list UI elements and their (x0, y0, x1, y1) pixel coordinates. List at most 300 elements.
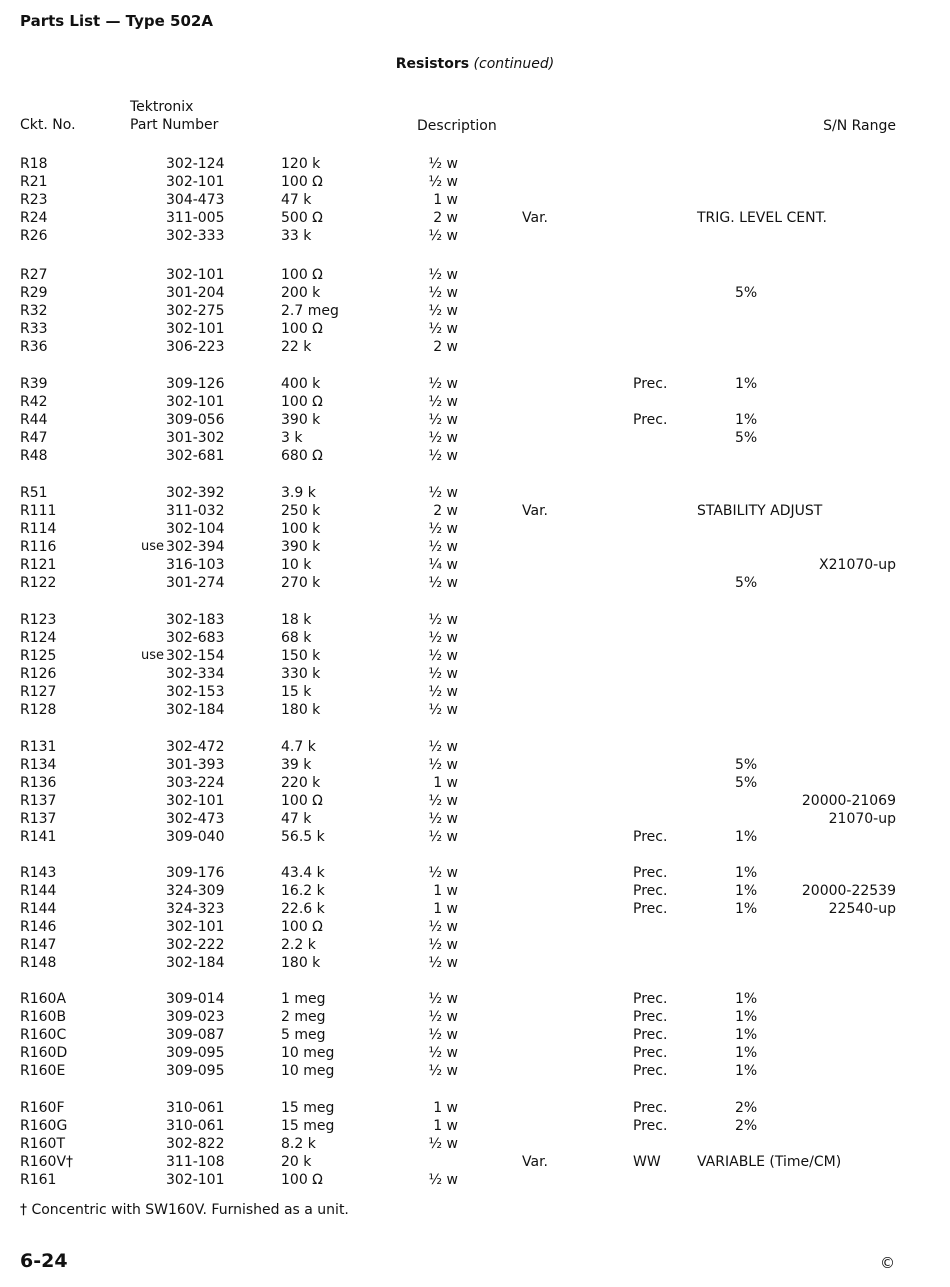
part-number: 301-204 (166, 285, 225, 301)
wattage: ¼ w (428, 557, 458, 573)
part-number: 324-309 (166, 883, 225, 899)
wattage: ½ w (428, 666, 458, 682)
precision-note: Prec. (633, 865, 668, 881)
table-row (0, 228, 950, 246)
ckt-number: R146 (20, 919, 57, 935)
table-row (0, 775, 950, 793)
wattage: ½ w (428, 394, 458, 410)
part-number: 309-087 (166, 1027, 225, 1043)
resistance-value: 100 Ω (281, 793, 323, 809)
resistance-value: 3 k (281, 430, 303, 446)
part-number: 302-392 (166, 485, 225, 501)
use-note: use (140, 539, 164, 554)
resistance-value: 47 k (281, 192, 312, 208)
serial-range: 22540-up (828, 901, 896, 917)
table-row (0, 448, 950, 466)
variable-note: Var. (522, 503, 548, 519)
ckt-number: R125 (20, 648, 57, 664)
wattage: ½ w (428, 485, 458, 501)
ckt-number: R51 (20, 485, 48, 501)
part-number: 302-333 (166, 228, 225, 244)
table-row (0, 702, 950, 720)
ckt-number: R137 (20, 793, 57, 809)
table-row (0, 666, 950, 684)
resistance-value: 2.2 k (281, 937, 316, 953)
variable-note: Var. (522, 210, 548, 226)
resistance-value: 150 k (281, 648, 321, 664)
table-row (0, 430, 950, 448)
ckt-number: R126 (20, 666, 57, 682)
table-row (0, 829, 950, 847)
part-number: 302-104 (166, 521, 225, 537)
wattage: ½ w (428, 684, 458, 700)
table-row (0, 267, 950, 285)
wattage: ½ w (428, 919, 458, 935)
resistance-value: 22 k (281, 339, 312, 355)
precision-note: Prec. (633, 1118, 668, 1134)
resistance-value: 220 k (281, 775, 321, 791)
page-header-title: Parts List — Type 502A (20, 12, 213, 30)
resistance-value: 2.7 meg (281, 303, 339, 319)
ckt-number: R131 (20, 739, 57, 755)
part-number: 324-323 (166, 901, 225, 917)
wattage: ½ w (428, 303, 458, 319)
wattage: ½ w (428, 630, 458, 646)
table-row (0, 1009, 950, 1027)
ckt-number: R29 (20, 285, 48, 301)
ckt-number: R148 (20, 955, 57, 971)
resistance-value: 8.2 k (281, 1136, 316, 1152)
ckt-number: R160C (20, 1027, 67, 1043)
ckt-number: R123 (20, 612, 57, 628)
wattage: 1 w (433, 901, 458, 917)
resistance-value: 1 meg (281, 991, 326, 1007)
serial-range: 20000-22539 (801, 883, 896, 899)
wattage: ½ w (428, 521, 458, 537)
wattage: 1 w (433, 192, 458, 208)
serial-range: 20000-21069 (801, 793, 896, 809)
part-number: 309-126 (166, 376, 225, 392)
resistance-value: 180 k (281, 955, 321, 971)
table-row (0, 684, 950, 702)
section-subtitle: (continued) (473, 56, 555, 72)
wattage: 1 w (433, 1100, 458, 1116)
part-number: 302-222 (166, 937, 225, 953)
wattage: ½ w (428, 955, 458, 971)
part-number: 306-223 (166, 339, 225, 355)
resistance-value: 2 meg (281, 1009, 326, 1025)
resistance-value: 100 k (281, 521, 321, 537)
tolerance: 1% (735, 829, 758, 845)
part-number: 302-101 (166, 919, 225, 935)
tolerance: 1% (735, 412, 758, 428)
wattage: ½ w (428, 376, 458, 392)
resistance-value: 47 k (281, 811, 312, 827)
part-number: 302-334 (166, 666, 225, 682)
part-number: 310-061 (166, 1118, 225, 1134)
resistance-value: 5 meg (281, 1027, 326, 1043)
part-number: 309-056 (166, 412, 225, 428)
tolerance: 1% (735, 376, 758, 392)
resistance-value: 56.5 k (281, 829, 325, 845)
table-row (0, 557, 950, 575)
precision-note: Prec. (633, 412, 668, 428)
precision-note: Prec. (633, 1063, 668, 1079)
part-number: 302-683 (166, 630, 225, 646)
table-row (0, 285, 950, 303)
col-header-part-top: Tektronix (130, 99, 194, 115)
resistance-value: 100 Ω (281, 1172, 323, 1188)
section-title: Resistors (395, 56, 470, 72)
resistance-value: 100 Ω (281, 321, 323, 337)
part-number: 309-014 (166, 991, 225, 1007)
table-row (0, 210, 950, 228)
serial-range: X21070-up (819, 557, 896, 573)
wattage: ½ w (428, 285, 458, 301)
ckt-number: R36 (20, 339, 48, 355)
wattage: ½ w (428, 937, 458, 953)
part-number: 309-095 (166, 1045, 225, 1061)
ckt-number: R160B (20, 1009, 67, 1025)
ckt-number: R111 (20, 503, 57, 519)
part-number: 311-005 (166, 210, 225, 226)
resistance-value: 18 k (281, 612, 312, 628)
wattage: ½ w (428, 321, 458, 337)
precision-note: Prec. (633, 991, 668, 1007)
part-number: 316-103 (166, 557, 225, 573)
col-header-description: Description (417, 118, 497, 134)
resistance-value: 68 k (281, 630, 312, 646)
table-row (0, 1118, 950, 1136)
resistance-value: 15 meg (281, 1118, 335, 1134)
part-number: 302-184 (166, 955, 225, 971)
table-row (0, 174, 950, 192)
wattage: ½ w (428, 811, 458, 827)
table-row (0, 303, 950, 321)
wattage: ½ w (428, 757, 458, 773)
ckt-number: R44 (20, 412, 48, 428)
table-row (0, 955, 950, 973)
resistance-value: 10 k (281, 557, 312, 573)
tolerance: 1% (735, 1045, 758, 1061)
ckt-number: R114 (20, 521, 57, 537)
resistance-value: 390 k (281, 412, 321, 428)
ckt-number: R39 (20, 376, 48, 392)
wattage: ½ w (428, 991, 458, 1007)
tolerance: 1% (735, 883, 758, 899)
resistance-value: 3.9 k (281, 485, 316, 501)
ckt-number: R134 (20, 757, 57, 773)
table-row (0, 757, 950, 775)
ckt-number: R160A (20, 991, 67, 1007)
table-row (0, 539, 950, 557)
table-row (0, 739, 950, 757)
ckt-number: R137 (20, 811, 57, 827)
part-number: 309-040 (166, 829, 225, 845)
table-row (0, 485, 950, 503)
table-row (0, 1172, 950, 1190)
resistance-value: 270 k (281, 575, 321, 591)
function-description: VARIABLE (Time/CM) (697, 1154, 842, 1170)
ckt-number: R27 (20, 267, 48, 283)
table-row (0, 919, 950, 937)
table-row (0, 630, 950, 648)
table-row (0, 321, 950, 339)
variable-note: Var. (522, 1154, 548, 1170)
ckt-number: R26 (20, 228, 48, 244)
precision-note: Prec. (633, 1100, 668, 1116)
resistance-value: 400 k (281, 376, 321, 392)
part-number: 301-393 (166, 757, 225, 773)
ckt-number: R143 (20, 865, 57, 881)
wattage: ½ w (428, 228, 458, 244)
ckt-number: R160D (20, 1045, 68, 1061)
wattage: ½ w (428, 267, 458, 283)
part-number: 303-224 (166, 775, 225, 791)
ckt-number: R128 (20, 702, 57, 718)
resistance-value: 10 meg (281, 1045, 335, 1061)
table-row (0, 376, 950, 394)
serial-range: 21070-up (828, 811, 896, 827)
ckt-number: R161 (20, 1172, 57, 1188)
resistance-value: 100 Ω (281, 267, 323, 283)
part-number: 302-822 (166, 1136, 225, 1152)
part-number: 302-154 (166, 648, 225, 664)
precision-note: Prec. (633, 1027, 668, 1043)
resistance-value: 250 k (281, 503, 321, 519)
precision-note: Prec. (633, 829, 668, 845)
wattage: ½ w (428, 448, 458, 464)
tolerance: 1% (735, 1027, 758, 1043)
tolerance: 5% (735, 575, 758, 591)
ckt-number: R23 (20, 192, 48, 208)
resistance-value: 200 k (281, 285, 321, 301)
section-heading (0, 56, 950, 72)
part-number: 302-153 (166, 684, 225, 700)
table-row (0, 612, 950, 630)
tolerance: 1% (735, 865, 758, 881)
ckt-number: R136 (20, 775, 57, 791)
part-number: 302-101 (166, 1172, 225, 1188)
tolerance: 5% (735, 757, 758, 773)
ckt-number: R33 (20, 321, 48, 337)
ckt-number: R47 (20, 430, 48, 446)
function-description: STABILITY ADJUST (697, 503, 823, 519)
tolerance: 2% (735, 1100, 758, 1116)
resistance-value: 120 k (281, 156, 321, 172)
ckt-number: R18 (20, 156, 48, 172)
part-number: 302-472 (166, 739, 225, 755)
ckt-number: R122 (20, 575, 57, 591)
ckt-number: R48 (20, 448, 48, 464)
resistance-value: 10 meg (281, 1063, 335, 1079)
wattage: ½ w (428, 865, 458, 881)
table-row (0, 1045, 950, 1063)
wattage: ½ w (428, 829, 458, 845)
footnote: † Concentric with SW160V. Furnished as a unit. (20, 1202, 349, 1218)
ckt-number: R127 (20, 684, 57, 700)
part-number: 304-473 (166, 192, 225, 208)
col-header-sn-range: S/N Range (823, 118, 896, 134)
resistance-value: 15 meg (281, 1100, 335, 1116)
wattage: 2 w (433, 210, 458, 226)
part-number: 309-095 (166, 1063, 225, 1079)
part-number: 302-101 (166, 793, 225, 809)
part-number: 301-274 (166, 575, 225, 591)
resistance-value: 680 Ω (281, 448, 323, 464)
table-row (0, 1154, 950, 1172)
resistance-value: 43.4 k (281, 865, 325, 881)
part-number: 302-275 (166, 303, 225, 319)
wattage: ½ w (428, 430, 458, 446)
ckt-number: R141 (20, 829, 57, 845)
part-number: 302-124 (166, 156, 225, 172)
wattage: ½ w (428, 1172, 458, 1188)
part-number: 301-302 (166, 430, 225, 446)
ckt-number: R160T (20, 1136, 66, 1152)
wattage: ½ w (428, 702, 458, 718)
ckt-number: R160E (20, 1063, 66, 1079)
tolerance: 5% (735, 285, 758, 301)
precision-note: WW (633, 1154, 661, 1170)
table-row (0, 339, 950, 357)
ckt-number: R144 (20, 883, 57, 899)
part-number: 309-176 (166, 865, 225, 881)
use-note: use (140, 648, 164, 663)
tolerance: 5% (735, 775, 758, 791)
resistance-value: 330 k (281, 666, 321, 682)
resistance-value: 4.7 k (281, 739, 316, 755)
wattage: 1 w (433, 883, 458, 899)
wattage: ½ w (428, 174, 458, 190)
resistance-value: 180 k (281, 702, 321, 718)
ckt-number: R121 (20, 557, 57, 573)
wattage: ½ w (428, 1027, 458, 1043)
table-row (0, 1063, 950, 1081)
table-row (0, 648, 950, 666)
table-row (0, 156, 950, 174)
precision-note: Prec. (633, 376, 668, 392)
wattage: 1 w (433, 1118, 458, 1134)
table-row (0, 865, 950, 883)
resistance-value: 500 Ω (281, 210, 323, 226)
table-row (0, 521, 950, 539)
wattage: 2 w (433, 503, 458, 519)
resistance-value: 20 k (281, 1154, 312, 1170)
part-number: 309-023 (166, 1009, 225, 1025)
part-number: 302-101 (166, 267, 225, 283)
table-row (0, 883, 950, 901)
table-row (0, 192, 950, 210)
tolerance: 2% (735, 1118, 758, 1134)
wattage: ½ w (428, 1009, 458, 1025)
resistance-value: 390 k (281, 539, 321, 555)
ckt-number: R160F (20, 1100, 65, 1116)
precision-note: Prec. (633, 883, 668, 899)
ckt-number: R144 (20, 901, 57, 917)
table-row (0, 1136, 950, 1154)
ckt-number: R42 (20, 394, 48, 410)
wattage: ½ w (428, 739, 458, 755)
table-row (0, 412, 950, 430)
resistance-value: 100 Ω (281, 919, 323, 935)
table-row (0, 901, 950, 919)
wattage: 1 w (433, 775, 458, 791)
wattage: ½ w (428, 612, 458, 628)
ckt-number: R147 (20, 937, 57, 953)
ckt-number: R160G (20, 1118, 68, 1134)
part-number: 302-101 (166, 321, 225, 337)
tolerance: 1% (735, 901, 758, 917)
tolerance: 5% (735, 430, 758, 446)
ckt-number: R21 (20, 174, 48, 190)
part-number: 302-101 (166, 174, 225, 190)
wattage: ½ w (428, 793, 458, 809)
table-row (0, 394, 950, 412)
precision-note: Prec. (633, 901, 668, 917)
part-number: 311-032 (166, 503, 225, 519)
col-header-ckt: Ckt. No. (20, 117, 76, 133)
ckt-number: R124 (20, 630, 57, 646)
resistance-value: 33 k (281, 228, 312, 244)
part-number: 302-681 (166, 448, 225, 464)
wattage: ½ w (428, 1045, 458, 1061)
wattage: ½ w (428, 575, 458, 591)
table-row (0, 1027, 950, 1045)
wattage: 2 w (433, 339, 458, 355)
tolerance: 1% (735, 991, 758, 1007)
page-number: 6-24 (20, 1250, 68, 1272)
ckt-number: R160V† (20, 1154, 74, 1170)
part-number: 302-101 (166, 394, 225, 410)
part-number: 310-061 (166, 1100, 225, 1116)
table-row (0, 811, 950, 829)
resistance-value: 15 k (281, 684, 312, 700)
table-row (0, 793, 950, 811)
function-description: TRIG. LEVEL CENT. (697, 210, 827, 226)
table-row (0, 937, 950, 955)
wattage: ½ w (428, 156, 458, 172)
precision-note: Prec. (633, 1009, 668, 1025)
precision-note: Prec. (633, 1045, 668, 1061)
table-row (0, 991, 950, 1009)
wattage: ½ w (428, 648, 458, 664)
part-number: 302-473 (166, 811, 225, 827)
tolerance: 1% (735, 1063, 758, 1079)
resistance-value: 16.2 k (281, 883, 325, 899)
resistance-value: 39 k (281, 757, 312, 773)
table-row (0, 575, 950, 593)
copyright-mark: © (880, 1254, 895, 1272)
table-row (0, 1100, 950, 1118)
part-number: 302-183 (166, 612, 225, 628)
resistance-value: 100 Ω (281, 394, 323, 410)
ckt-number: R24 (20, 210, 48, 226)
resistance-value: 22.6 k (281, 901, 325, 917)
wattage: ½ w (428, 1136, 458, 1152)
table-row (0, 503, 950, 521)
ckt-number: R116 (20, 539, 57, 555)
col-header-part-bottom: Part Number (130, 117, 219, 133)
wattage: ½ w (428, 412, 458, 428)
tolerance: 1% (735, 1009, 758, 1025)
wattage: ½ w (428, 1063, 458, 1079)
part-number: 311-108 (166, 1154, 225, 1170)
resistance-value: 100 Ω (281, 174, 323, 190)
ckt-number: R32 (20, 303, 48, 319)
part-number: 302-184 (166, 702, 225, 718)
wattage: ½ w (428, 539, 458, 555)
